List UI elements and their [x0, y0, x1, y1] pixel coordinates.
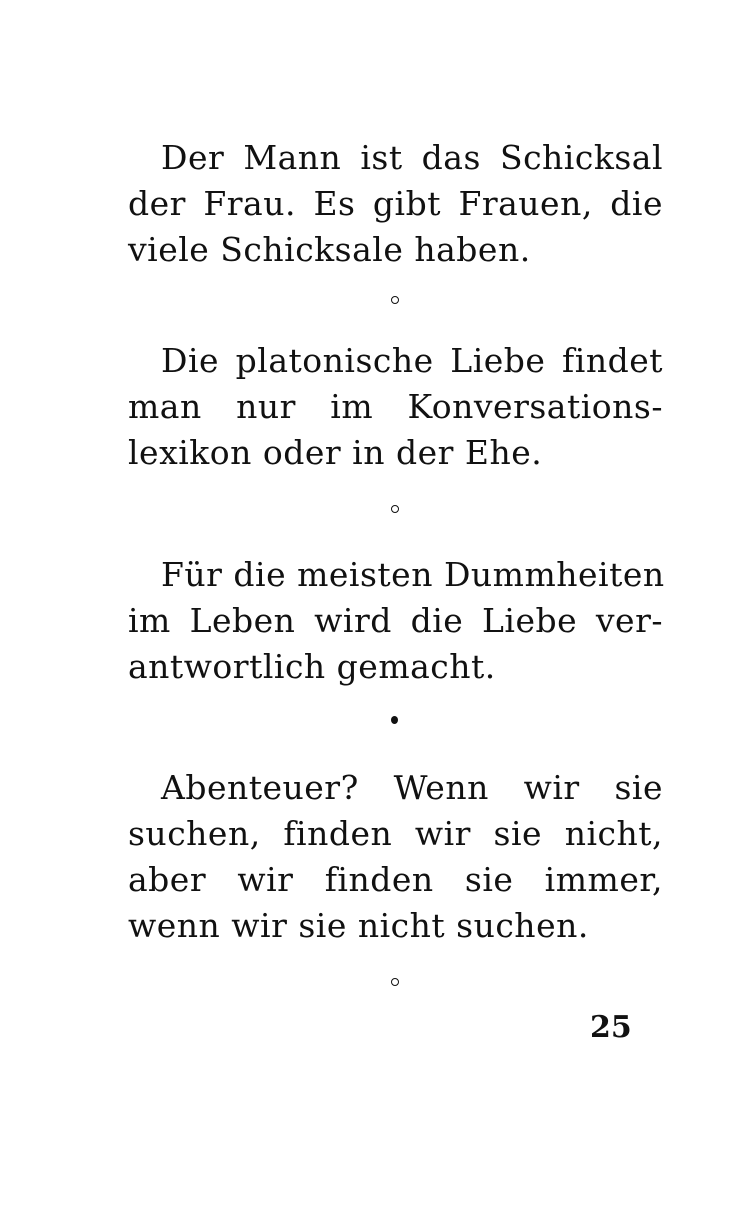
aphorism-4 [128, 765, 663, 949]
aphorism-line: viele Schicksale haben. [128, 230, 531, 269]
separator-dot [391, 716, 398, 724]
aphorism-line: der Frau. Es gibt Frauen, die [128, 184, 663, 223]
separator-circle [391, 978, 399, 986]
aphorism-line: man nur im Konversations- [128, 387, 663, 426]
separator-circle [391, 296, 399, 304]
separator-circle [391, 505, 399, 513]
aphorism-line: lexikon oder in der Ehe. [128, 433, 543, 472]
aphorism-line: Für die meisten Dummheiten [161, 555, 665, 594]
aphorism-line: wenn wir sie nicht suchen. [128, 906, 589, 945]
aphorism-line: im Leben wird die Liebe ver- [128, 601, 663, 640]
aphorism-line: Abenteuer? Wenn wir sie [161, 768, 663, 807]
aphorism-2 [128, 338, 663, 476]
aphorism-1 [128, 135, 663, 273]
aphorism-line: suchen, finden wir sie nicht, [128, 814, 663, 853]
aphorism-line: aber wir finden sie immer, [128, 860, 663, 899]
aphorism-line: antwortlich gemacht. [128, 647, 496, 686]
aphorism-line: Die platonische Liebe findet [161, 341, 663, 380]
aphorism-3 [128, 552, 663, 690]
page-number: 25 [590, 1010, 632, 1045]
aphorism-line: Der Mann ist das Schicksal [161, 138, 663, 177]
